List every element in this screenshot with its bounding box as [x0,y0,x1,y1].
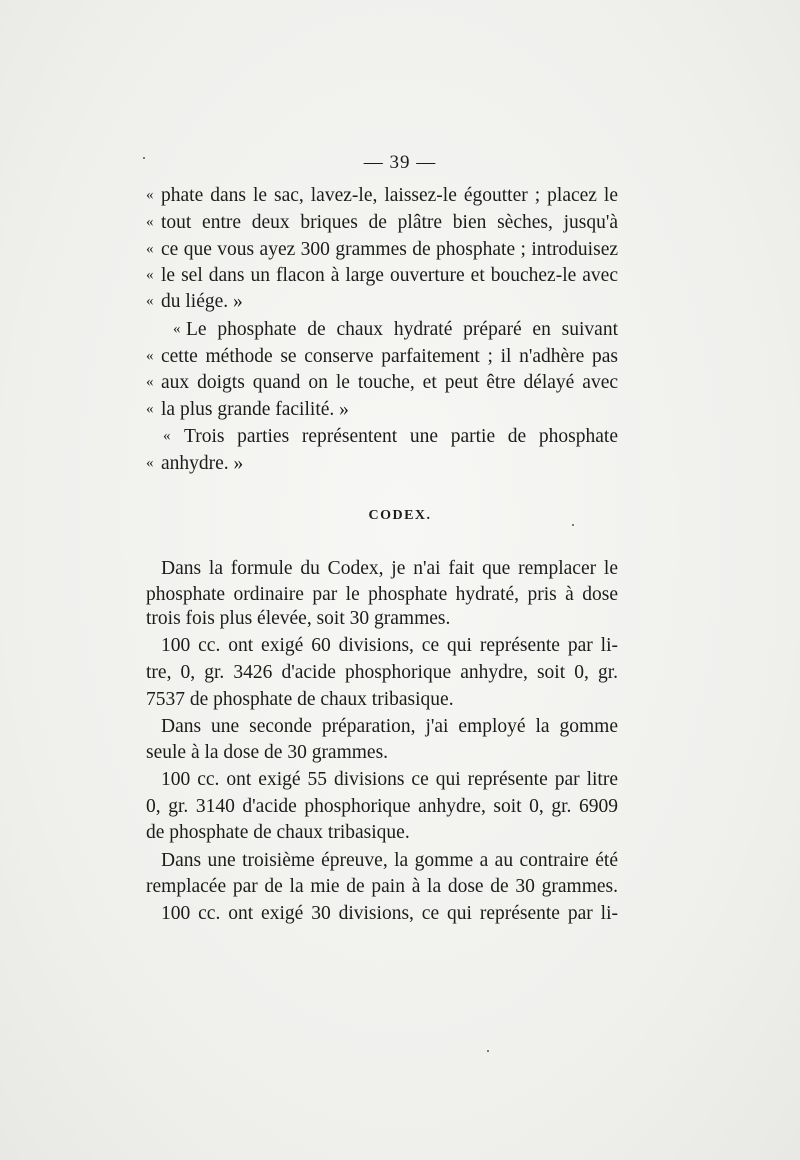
quoted-line-8 [146,369,618,396]
quoted-text: phate dans le sac, lavez-le, laissez-le égoutter ; placez le [161,185,618,206]
quoted-text: le sel dans un flacon à large ouverture et bouchez-le avec [161,265,618,286]
body-text: 100 cc. ont exigé 30 divisions, ce qui représente par li- [161,903,618,924]
quoted-text: tout entre deux briques de plâtre bien sèches, jusqu'à [161,212,618,233]
guillemet-mark: « [146,455,154,471]
quoted-text: la plus grande facilité. » [161,399,349,420]
body-line-4 [146,632,618,659]
quoted-text: Le phosphate de chaux hydraté préparé en suivant [186,319,618,340]
body-line-9 [146,766,618,793]
quoted-text: Trois parties représentent une partie de phosphate [184,426,618,447]
body-text: 0, gr. 3140 d'acide phosphorique anhydre, soit 0, gr. 6909 [146,796,618,817]
body-text: trois fois plus élevée, soit 30 grammes. [146,608,451,629]
body-text: de phosphate de chaux tribasique. [146,822,410,843]
body-text: remplacée par de la mie de pain à la dose de 30 grammes. [146,876,618,897]
guillemet-mark: « [146,401,154,417]
body-text: 100 cc. ont exigé 55 divisions ce qui représente par litre [161,769,618,790]
guillemet-mark: « [146,241,154,257]
body-line-10 [146,793,618,820]
page-number: — 39 — [363,152,437,173]
body-line-2 [146,581,618,608]
quoted-line-2 [146,209,618,236]
quoted-text: cette méthode se conserve parfaitement ; il n'adhère pas [161,346,618,367]
section-heading: CODEX. [368,508,432,523]
body-line-5 [146,659,618,686]
body-text: phosphate ordinaire par le phosphate hydraté, pris à dose [146,584,618,605]
show-through-texture [250,290,550,310]
quoted-text: aux doigts quand on le touche, et peut être délayé avec [161,372,618,393]
body-line-14 [146,900,618,927]
guillemet-mark: « [146,348,154,364]
body-text: seule à la dose de 30 grammes. [146,742,389,763]
body-text: Dans une seconde préparation, j'ai employé la gomme [161,716,618,737]
quoted-line-3 [146,236,618,263]
quoted-text: anhydre. » [161,453,244,474]
quoted-line-1 [146,182,618,209]
body-line-13 [146,873,618,900]
quoted-line-7 [146,343,618,370]
quoted-line-6 [146,316,618,343]
body-text: Dans la formule du Codex, je n'ai fait que remplacer le [161,558,618,579]
guillemet-mark: « [173,321,181,337]
body-text: 100 cc. ont exigé 60 divisions, ce qui représente par li- [161,635,618,656]
quoted-text: ce que vous ayez 300 grammes de phosphate ; introduisez [161,239,618,260]
paper-speck [143,157,145,159]
quoted-line-10 [146,423,618,450]
body-text: 7537 de phosphate de chaux tribasique. [146,689,454,710]
guillemet-mark: « [163,428,171,444]
paper-speck [487,1050,489,1052]
guillemet-mark: « [146,374,154,390]
body-text: Dans une troisième épreuve, la gomme a au contraire été [161,850,618,871]
paper-speck [572,524,574,526]
quoted-line-4 [146,262,618,289]
guillemet-mark: « [146,267,154,283]
quoted-text: du liége. » [161,291,243,312]
body-line-7 [146,713,618,740]
guillemet-mark: « [146,214,154,230]
body-text: tre, 0, gr. 3426 d'acide phosphorique anhydre, soit 0, gr. [146,662,618,683]
guillemet-mark: « [146,187,154,203]
guillemet-mark: « [146,293,154,309]
body-line-12 [146,847,618,874]
body-line-1 [146,555,618,582]
